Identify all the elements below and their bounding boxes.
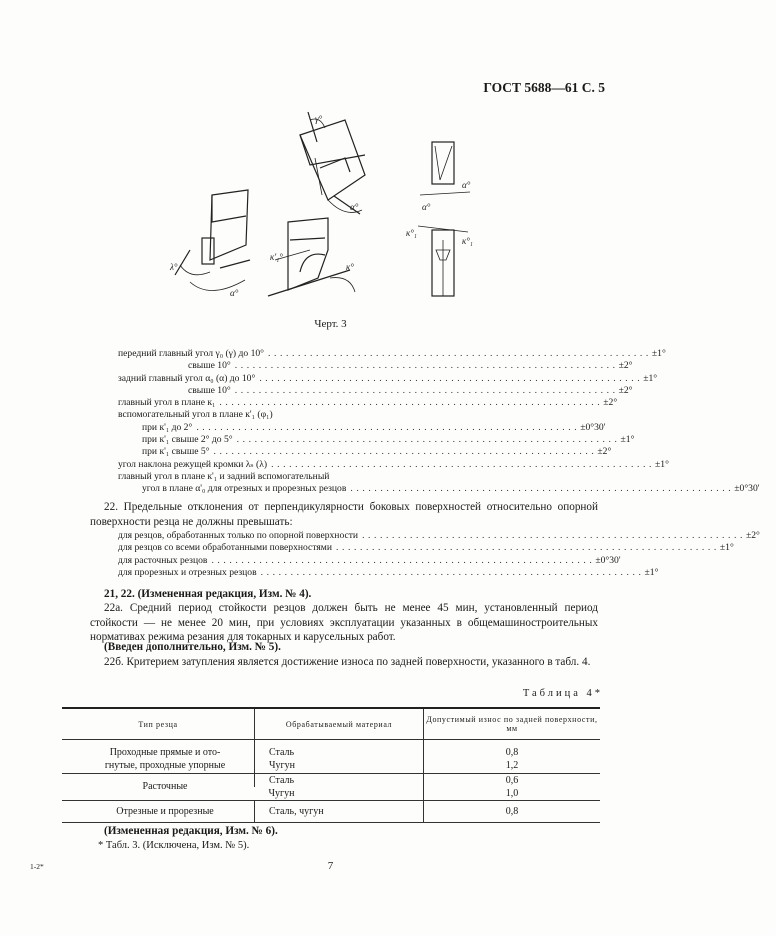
spec-row: передний главный угол γ₀ (γ) до 10° ................................................................ ±1° bbox=[118, 348, 666, 359]
cell-wear: 0,8 bbox=[424, 800, 601, 822]
alpha-left-label: α° bbox=[230, 288, 239, 298]
paragraph-22: 22. Предельные отклонения от перпендикулярности боковых поверхностей относительно опорной поверхности резца не должны превышать: bbox=[90, 501, 598, 528]
perpendicularity-tolerance-list bbox=[118, 530, 760, 579]
wear-table bbox=[62, 707, 600, 823]
cell-wear: 0,6 bbox=[424, 773, 601, 787]
lambda-label: λ° bbox=[170, 262, 178, 272]
cell-material: Чугун bbox=[255, 759, 424, 773]
k-right-label: к°₁ bbox=[406, 228, 417, 238]
amendment-note-4: 21, 22. (Измененная редакция, Изм. № 4). bbox=[104, 588, 312, 600]
cell-wear: 0,8 bbox=[424, 740, 601, 760]
spec-row: свыше 10° ................................................................ ±2° bbox=[188, 384, 633, 396]
alpha-top-label: α° bbox=[350, 202, 359, 212]
table-row bbox=[62, 800, 600, 822]
spec-row: свыше 10° ................................................................ ±2° bbox=[188, 360, 633, 372]
angle-tolerance-list bbox=[118, 348, 760, 496]
spec-row: при к'₁ до 2° ................................................................ ±0°30' bbox=[142, 421, 606, 433]
table-header-row bbox=[62, 708, 600, 740]
cell-material: Сталь, чугун bbox=[255, 800, 424, 822]
kappa-label: к° bbox=[346, 262, 354, 272]
top-view-figure bbox=[300, 112, 365, 214]
column-header: Обрабатываемый материал bbox=[255, 708, 424, 740]
cell-type: Проходные прямые и ото- bbox=[109, 747, 221, 758]
table-row bbox=[62, 773, 600, 787]
left-view-figure bbox=[175, 190, 250, 291]
spec-row: угол в плане α'₀ для отрезных и прорезных резцов ................................................................ ±0°30' bbox=[142, 483, 760, 495]
cell-wear: 1,0 bbox=[424, 787, 601, 801]
cell-type: гнутые, проходные упорные bbox=[62, 759, 255, 773]
cell-material: Чугун bbox=[255, 787, 424, 801]
spec-row: при к'₁ свыше 5° ................................................................ ±2° bbox=[142, 446, 612, 458]
footnote: * Табл. 3. (Исключена, Изм. № 5). bbox=[98, 840, 250, 851]
amendment-note-6: (Измененная редакция, Изм. № 6). bbox=[104, 825, 278, 837]
k-right2-label: к°₁ bbox=[462, 236, 473, 246]
drawing-caption: Черт. 3 bbox=[314, 318, 347, 330]
cutter-angles-drawing bbox=[150, 100, 480, 312]
spec-row: главный угол в плане к₁ ................................................................ ±2° bbox=[118, 397, 618, 409]
spec-row: для резцов со всеми обработанными поверхностями ................................................................ ±1° bbox=[118, 542, 734, 554]
table-caption: Таблица 4* bbox=[522, 688, 603, 699]
spec-row: задний главный угол α₀ (α) до 10° ................................................................ ±1° bbox=[118, 372, 658, 384]
spec-row: вспомогательный угол в плане к'₁ (φ₁) bbox=[118, 409, 273, 421]
cell-type: Расточные bbox=[62, 773, 255, 800]
spec-row: для резцов, обработанных только по опорной поверхности ................................................................ ±2° bbox=[118, 530, 760, 541]
page-number: 7 bbox=[327, 860, 334, 872]
column-header: Допустимый износ по задней поверхности, мм bbox=[424, 708, 601, 740]
cell-material: Сталь bbox=[255, 740, 424, 760]
gamma-label: γ° bbox=[315, 114, 323, 124]
spec-row: для прорезных и отрезных резцов ................................................................ ±1° bbox=[118, 566, 659, 578]
paragraph-22b: 22б. Критерием затупления является достижение износа по задней поверхности, указанного в табл. 4. bbox=[104, 656, 591, 668]
table-row bbox=[62, 759, 600, 773]
cell-wear: 1,2 bbox=[424, 759, 601, 773]
table-row bbox=[62, 740, 600, 760]
column-header: Тип резца bbox=[62, 708, 255, 740]
paragraph-22a: 22а. Средний период стойкости резцов должен быть не менее 45 мин, установленный период стойкости — не менее 20 мин, при условиях эксплуатации указанных в общемашиностроительных нормативах режима резания для токарных и карусельных работ. bbox=[90, 602, 598, 644]
kappa1-label: к'₁° bbox=[270, 252, 283, 262]
a-right2-label: α° bbox=[462, 180, 471, 190]
spec-row: при к'₁ свыше 2° до 5° ................................................................ ±1° bbox=[142, 434, 635, 446]
a-right-label: α° bbox=[422, 202, 431, 212]
right-view-figure bbox=[418, 142, 470, 296]
print-signature: 1-2* bbox=[30, 862, 44, 871]
page-header: ГОСТ 5688—61 С. 5 bbox=[483, 80, 605, 95]
cell-material: Сталь bbox=[255, 773, 424, 787]
spec-row: угол наклона режущей кромки λₛ (λ) ................................................................ ±1° bbox=[118, 458, 669, 470]
amendment-note-5: (Введен дополнительно, Изм. № 5). bbox=[104, 641, 281, 653]
spec-row: главный угол в плане к'₁ и задний вспомогательный bbox=[118, 470, 330, 482]
spec-row: для расточных резцов ................................................................ ±0°30' bbox=[118, 554, 621, 566]
cell-type: Отрезные и прорезные bbox=[62, 800, 255, 822]
